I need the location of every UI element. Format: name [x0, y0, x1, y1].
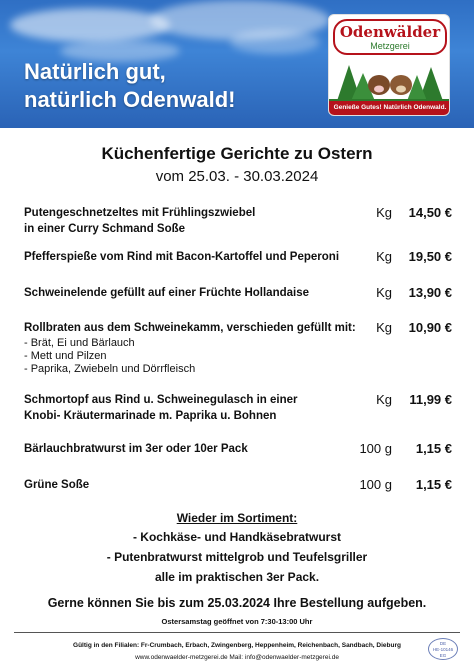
- headline: [24, 58, 235, 114]
- item-name: Pfefferspieße vom Rind mit Bacon-Kartoffel und Peperoni: [24, 251, 340, 263]
- filling-item: - Mett und Pilzen: [24, 350, 107, 362]
- sortiment-line: - Kochkäse- und Handkäsebratwurst: [132, 530, 342, 544]
- logo-title-badge: [333, 19, 447, 55]
- filling-item: - Brät, Ei und Bärlauch: [24, 337, 135, 349]
- item-unit: Kg: [376, 285, 392, 300]
- logo-tagline: Genieße Gutes! Natürlich Odenwald.: [329, 101, 450, 115]
- order-note: Gerne können Sie bis zum 25.03.2024 Ihre Bestellung aufgeben.: [47, 596, 427, 610]
- eu-approval-mark-icon: [428, 638, 458, 660]
- item-unit: Kg: [376, 205, 392, 220]
- item-name: Rollbraten aus dem Schweinekamm, verschieden gefüllt mit:: [24, 322, 356, 334]
- item-name: [24, 205, 369, 237]
- sortiment-heading: Wieder im Sortiment:: [176, 511, 298, 525]
- item-unit: Kg: [376, 392, 392, 407]
- item-name-line2: Knobi- Kräutermarinade m. Paprika u. Bohnen: [24, 410, 277, 422]
- eu-mark-line2: HE-10146: [432, 647, 454, 652]
- item-price: 1,15 €: [415, 477, 452, 492]
- footer-contact: www.odenwaelder-metzgerei.de Mail: info@odenwaelder-metzgerei.de: [135, 654, 339, 661]
- logo-animals-trees-icon: [329, 55, 450, 103]
- headline-line1: Natürlich gut,: [24, 59, 166, 84]
- cloud-decoration: [10, 8, 170, 42]
- item-name-line1: Schmortopf aus Rind u. Schweinegulasch in einer: [24, 394, 298, 406]
- item-price: 13,90 €: [408, 285, 452, 300]
- logo-name: Odenwälder: [339, 23, 441, 41]
- item-price: 11,99 €: [409, 392, 452, 407]
- saturday-note: Ostersamstag geöffnet von 7:30-13:00 Uhr: [161, 617, 313, 626]
- headline-line2: natürlich Odenwald!: [24, 87, 236, 112]
- eu-mark-line3: EG: [439, 653, 447, 658]
- filling-list: [24, 337, 195, 376]
- eu-mark-line1: DE: [439, 641, 447, 646]
- item-unit: Kg: [376, 320, 392, 335]
- item-price: 19,50 €: [408, 249, 452, 264]
- page-title: Küchenfertige Gerichte zu Ostern: [101, 144, 373, 163]
- sortiment-line: - Putenbratwurst mittelgrob und Teufelsgriller: [106, 550, 368, 564]
- date-range: vom 25.03. - 30.03.2024: [155, 168, 319, 185]
- item-price: 1,15 €: [415, 441, 452, 456]
- item-name-line1: Putengeschnetzeltes mit Frühlingszwiebel: [24, 207, 256, 219]
- item-name: Grüne Soße: [24, 479, 90, 491]
- sortiment-line: alle im praktischen 3er Pack.: [154, 570, 320, 584]
- item-unit: 100 g: [359, 441, 392, 456]
- footer-branches: Gültig in den Filialen: Fr-Crumbach, Erbach, Zwingenberg, Heppenheim, Reichenbach, Sandbach, Dieburg: [73, 642, 401, 649]
- logo-sub: Metzgerei: [370, 41, 410, 51]
- item-name: Bärlauchbratwurst im 3er oder 10er Pack: [24, 443, 248, 455]
- item-unit: Kg: [376, 249, 392, 264]
- item-price: 10,90 €: [408, 320, 452, 335]
- item-name: [24, 392, 369, 424]
- cloud-decoration: [230, 30, 320, 54]
- item-name: Schweinelende gefüllt auf einer Früchte Hollandaise: [24, 287, 310, 299]
- header-banner: [0, 0, 474, 128]
- item-unit: 100 g: [359, 477, 392, 492]
- footer-divider: [14, 632, 460, 633]
- brand-logo: [328, 14, 450, 116]
- item-name-line2: in einer Curry Schmand Soße: [24, 223, 186, 235]
- item-price: 14,50 €: [408, 205, 452, 220]
- filling-item: - Paprika, Zwiebeln und Dörrfleisch: [24, 363, 196, 375]
